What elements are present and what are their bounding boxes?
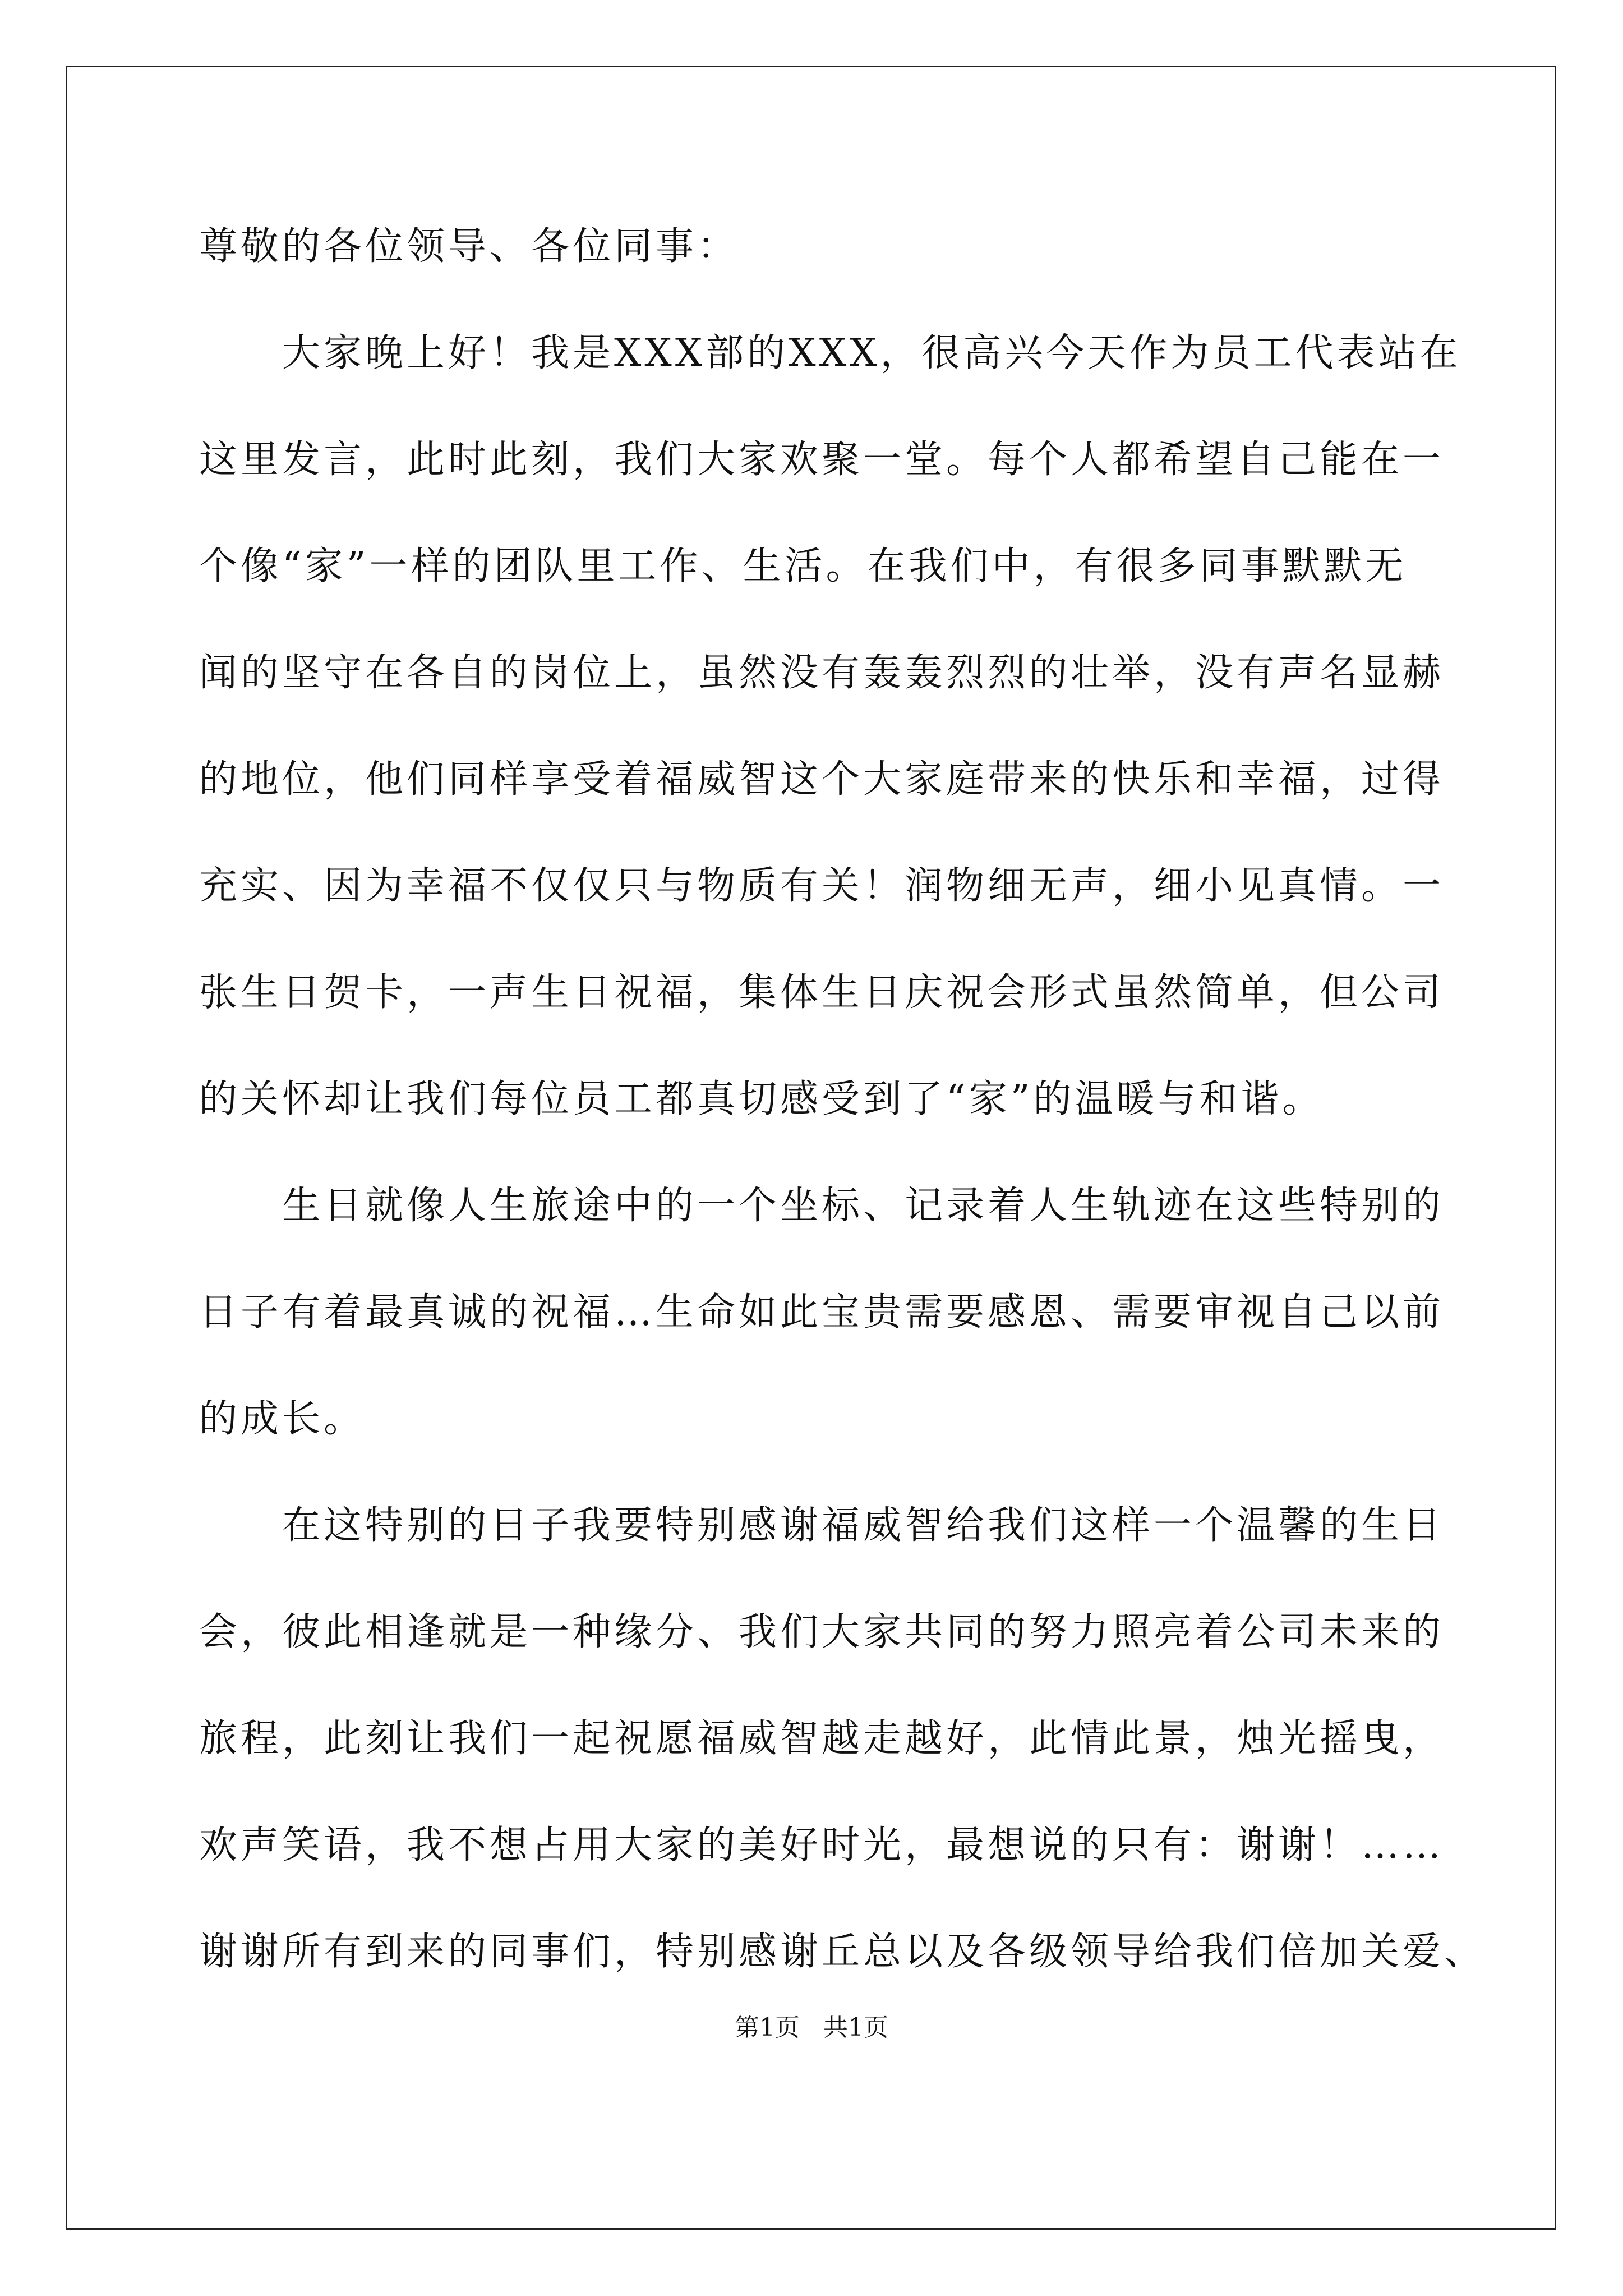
text-line: 的成长。 <box>199 1397 366 1441</box>
text-line: 尊敬的各位领导、各位同事： <box>199 224 739 269</box>
text-line: 闻的坚守在各自的岗位上，虽然没有轰轰烈烈的壮举，没有声名显赫 <box>199 651 1445 695</box>
text-line: 的关怀却让我们每位员工都真切感受到了“家”的温暖与和谐。 <box>199 1077 1324 1121</box>
text-line: 个像“家”一样的团队里工作、生活。在我们中，有很多同事默默无 <box>199 544 1407 588</box>
text-line: 张生日贺卡，一声生日祝福，集体生日庆祝会形式虽然简单，但公司 <box>199 970 1445 1015</box>
text-line: 充实、因为幸福不仅仅只与物质有关！润物细无声，细小见真情。一 <box>199 864 1445 908</box>
text-line: 会，彼此相逢就是一种缘分、我们大家共同的努力照亮着公司未来的 <box>199 1610 1445 1654</box>
text-line: 日子有着最真诚的祝福…生命如此宝贵需要感恩、需要审视自己以前 <box>199 1290 1445 1335</box>
text-line: 欢声笑语，我不想占用大家的美好时光，最想说的只有：谢谢！…… <box>199 1823 1445 1867</box>
text-line: 在这特别的日子我要特别感谢福威智给我们这样一个温馨的生日 <box>199 1503 1445 1548</box>
text-line: 旅程，此刻让我们一起祝愿福威智越走越好，此情此景，烛光摇曳， <box>199 1717 1445 1761</box>
text-line: 大家晚上好！我是XXX部的XXX，很高兴今天作为员工代表站在 <box>199 331 1461 375</box>
text-line: 这里发言，此时此刻，我们大家欢聚一堂。每个人都希望自己能在一 <box>199 438 1445 482</box>
page-number-footer: 第1页 共1页 <box>735 2013 888 2042</box>
page-border <box>66 66 1556 2230</box>
text-line: 的地位，他们同样享受着福威智这个大家庭带来的快乐和幸福，过得 <box>199 757 1445 802</box>
text-line: 谢谢所有到来的同事们，特别感谢丘总以及各级领导给我们倍加关爱、 <box>199 1930 1486 1974</box>
text-line: 生日就像人生旅途中的一个坐标、记录着人生轨迹在这些特别的 <box>199 1184 1445 1228</box>
